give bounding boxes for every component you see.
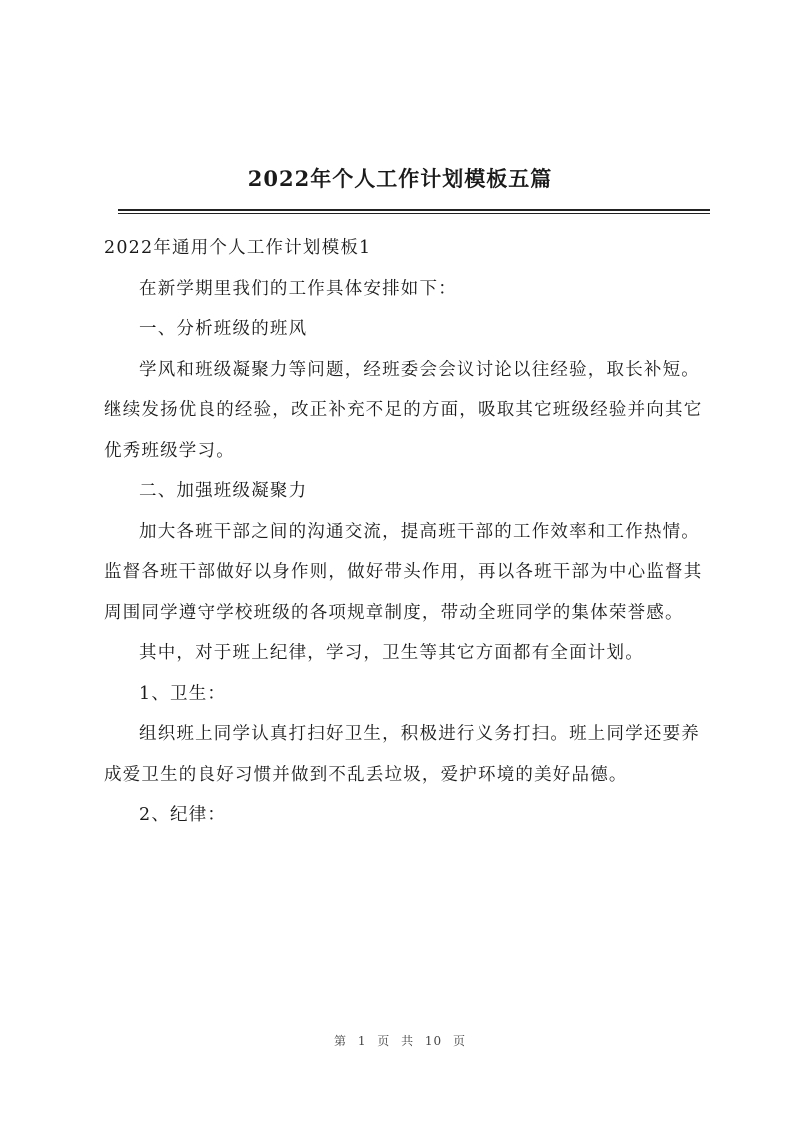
paragraph: 2、纪律： — [139, 805, 227, 825]
page-number-footer: 第 1 页 共 10 页 — [334, 1034, 466, 1048]
paragraph: 学风和班级凝聚力等问题，经班委会会议讨论以往经验，取长补短。继续发扬优良的经验，改正补充不足的方面，吸取其它班级经验并向其它优秀班级学习。 — [104, 359, 703, 461]
paragraph: 组织班上同学认真打扫好卫生，积极进行义务打扫。班上同学还要养成爱卫生的良好习惯并做到不乱丢垃圾，爱护环境的美好品德。 — [104, 724, 700, 785]
paragraph: 1、卫生： — [139, 683, 227, 704]
document-title: 2022年个人工作计划模板五篇 — [247, 166, 553, 191]
document-body — [104, 228, 716, 836]
paragraph: 一、分析班级的班风 — [139, 319, 308, 339]
title-divider-thin — [118, 213, 710, 214]
paragraph: 在新学期里我们的工作具体安排如下： — [139, 278, 457, 299]
section-heading: 2022年通用个人工作计划模板1 — [104, 238, 372, 258]
paragraph: 加大各班干部之间的沟通交流，提高班干部的工作效率和工作热情。监督各班干部做好以身作则，做好带头作用，再以各班干部为中心监督其周围同学遵守学校班级的各项规章制度，带动全班同学的集体荣誉感。 — [104, 521, 703, 623]
title-divider-thick — [118, 209, 710, 211]
paragraph: 其中，对于班上纪律，学习，卫生等其它方面都有全面计划。 — [139, 643, 644, 663]
paragraph: 二、加强班级凝聚力 — [139, 481, 308, 501]
